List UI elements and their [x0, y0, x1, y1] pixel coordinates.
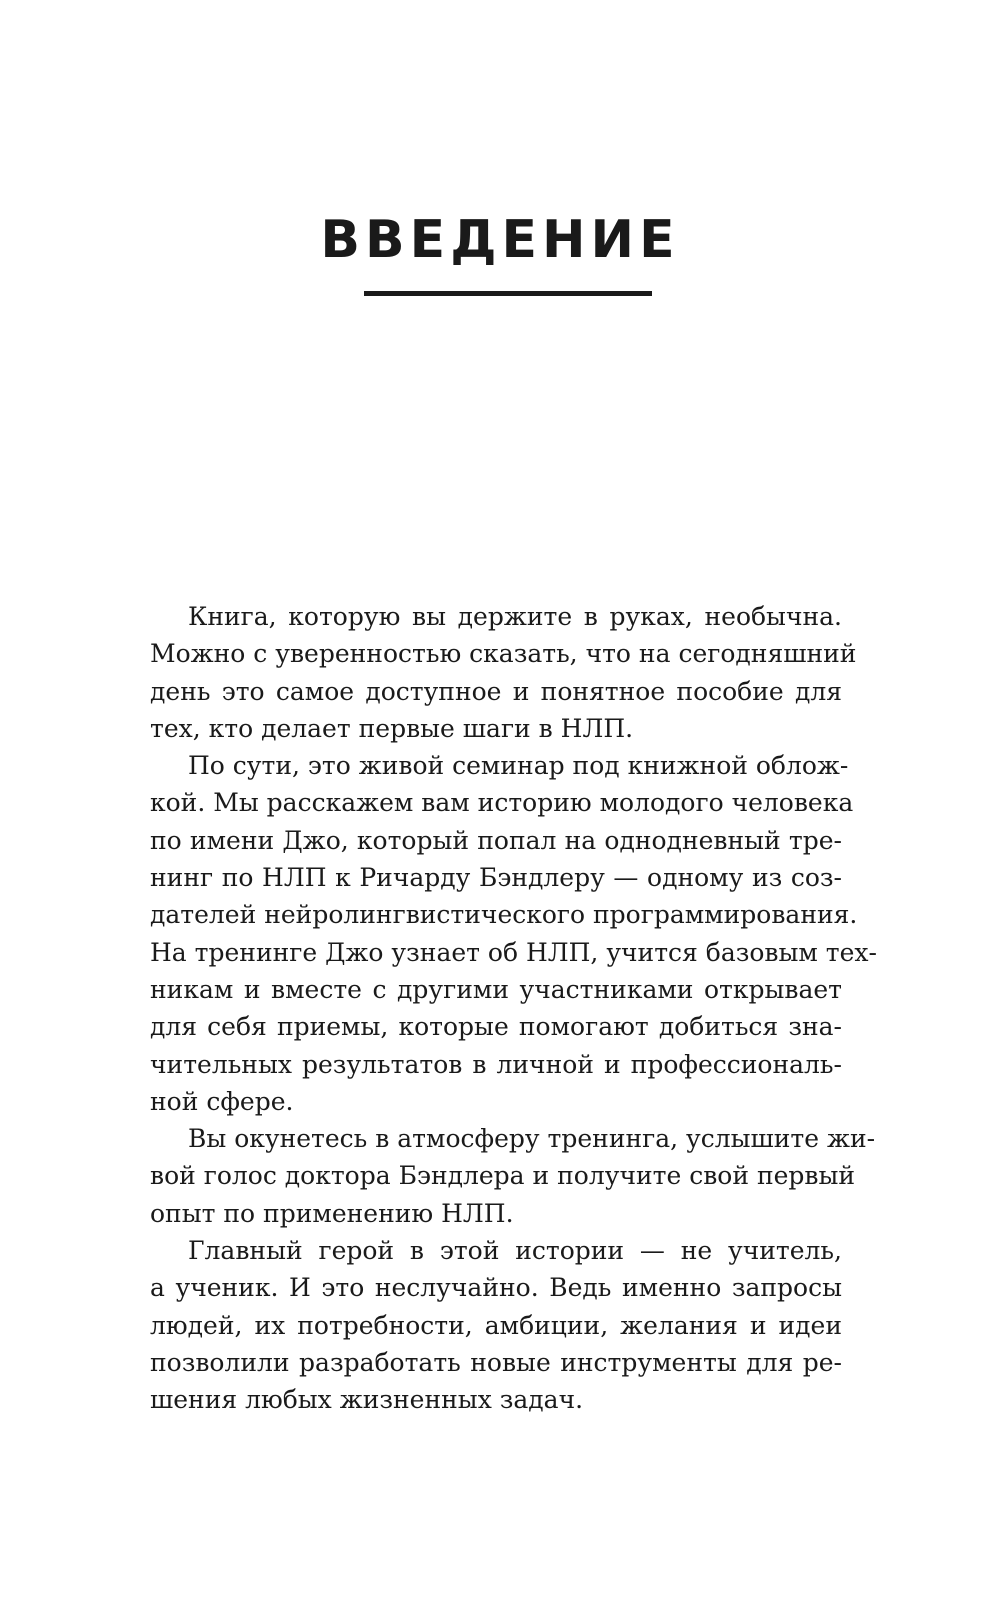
paragraph — [150, 1232, 842, 1418]
text-line: кой. Мы расскажем вам историю молодого человека — [150, 788, 854, 818]
chapter-title: ВВЕДЕНИЕ — [320, 210, 680, 270]
text-line: а ученик. И это неслучайно. Ведь именно запросы — [150, 1273, 842, 1303]
text-line: По сути, это живой семинар под книжной облож- — [188, 751, 849, 781]
text-line: шения любых жизненных задач. — [150, 1385, 584, 1415]
paragraph — [150, 1120, 876, 1232]
text-line: На тренинге Джо узнает об НЛП, учится базовым тех- — [150, 937, 877, 967]
text-line: позволили разработать новые инструменты для ре- — [150, 1347, 842, 1377]
text-line: чительных результатов в личной и профессиональ- — [150, 1049, 842, 1079]
text-line: людей, их потребности, амбиции, желания и идеи — [150, 1310, 842, 1340]
text-line: никам и вместе с другими участниками открывает — [150, 974, 842, 1004]
paragraph — [150, 598, 857, 747]
text-line: ной сфере. — [150, 1086, 294, 1116]
text-line: Главный герой в этой истории — не учитель, — [188, 1236, 842, 1266]
paragraph — [150, 747, 877, 1120]
body-text — [150, 598, 877, 1419]
text-line: Книга, которую вы держите в руках, необычна. — [188, 602, 842, 631]
text-line: нинг по НЛП к Ричарду Бэндлеру — одному из соз- — [150, 863, 842, 893]
text-line: по имени Джо, который попал на однодневный тре- — [150, 825, 842, 855]
text-line: тех, кто делает первые шаги в НЛП. — [150, 713, 634, 743]
text-line: Можно с уверенностью сказать, что на сегодняшний — [150, 639, 857, 669]
text-line: Вы окунетесь в атмосферу тренинга, услышите жи- — [188, 1124, 876, 1154]
text-line: опыт по применению НЛП. — [150, 1198, 514, 1228]
text-line: дателей нейролингвистического программирования. — [150, 900, 858, 930]
title-underline — [364, 291, 652, 296]
text-line: для себя приемы, которые помогают добиться зна- — [150, 1012, 842, 1042]
text-line: вой голос доктора Бэндлера и получите свой первый — [150, 1161, 856, 1191]
text-line: день это самое доступное и понятное пособие для — [150, 676, 842, 706]
